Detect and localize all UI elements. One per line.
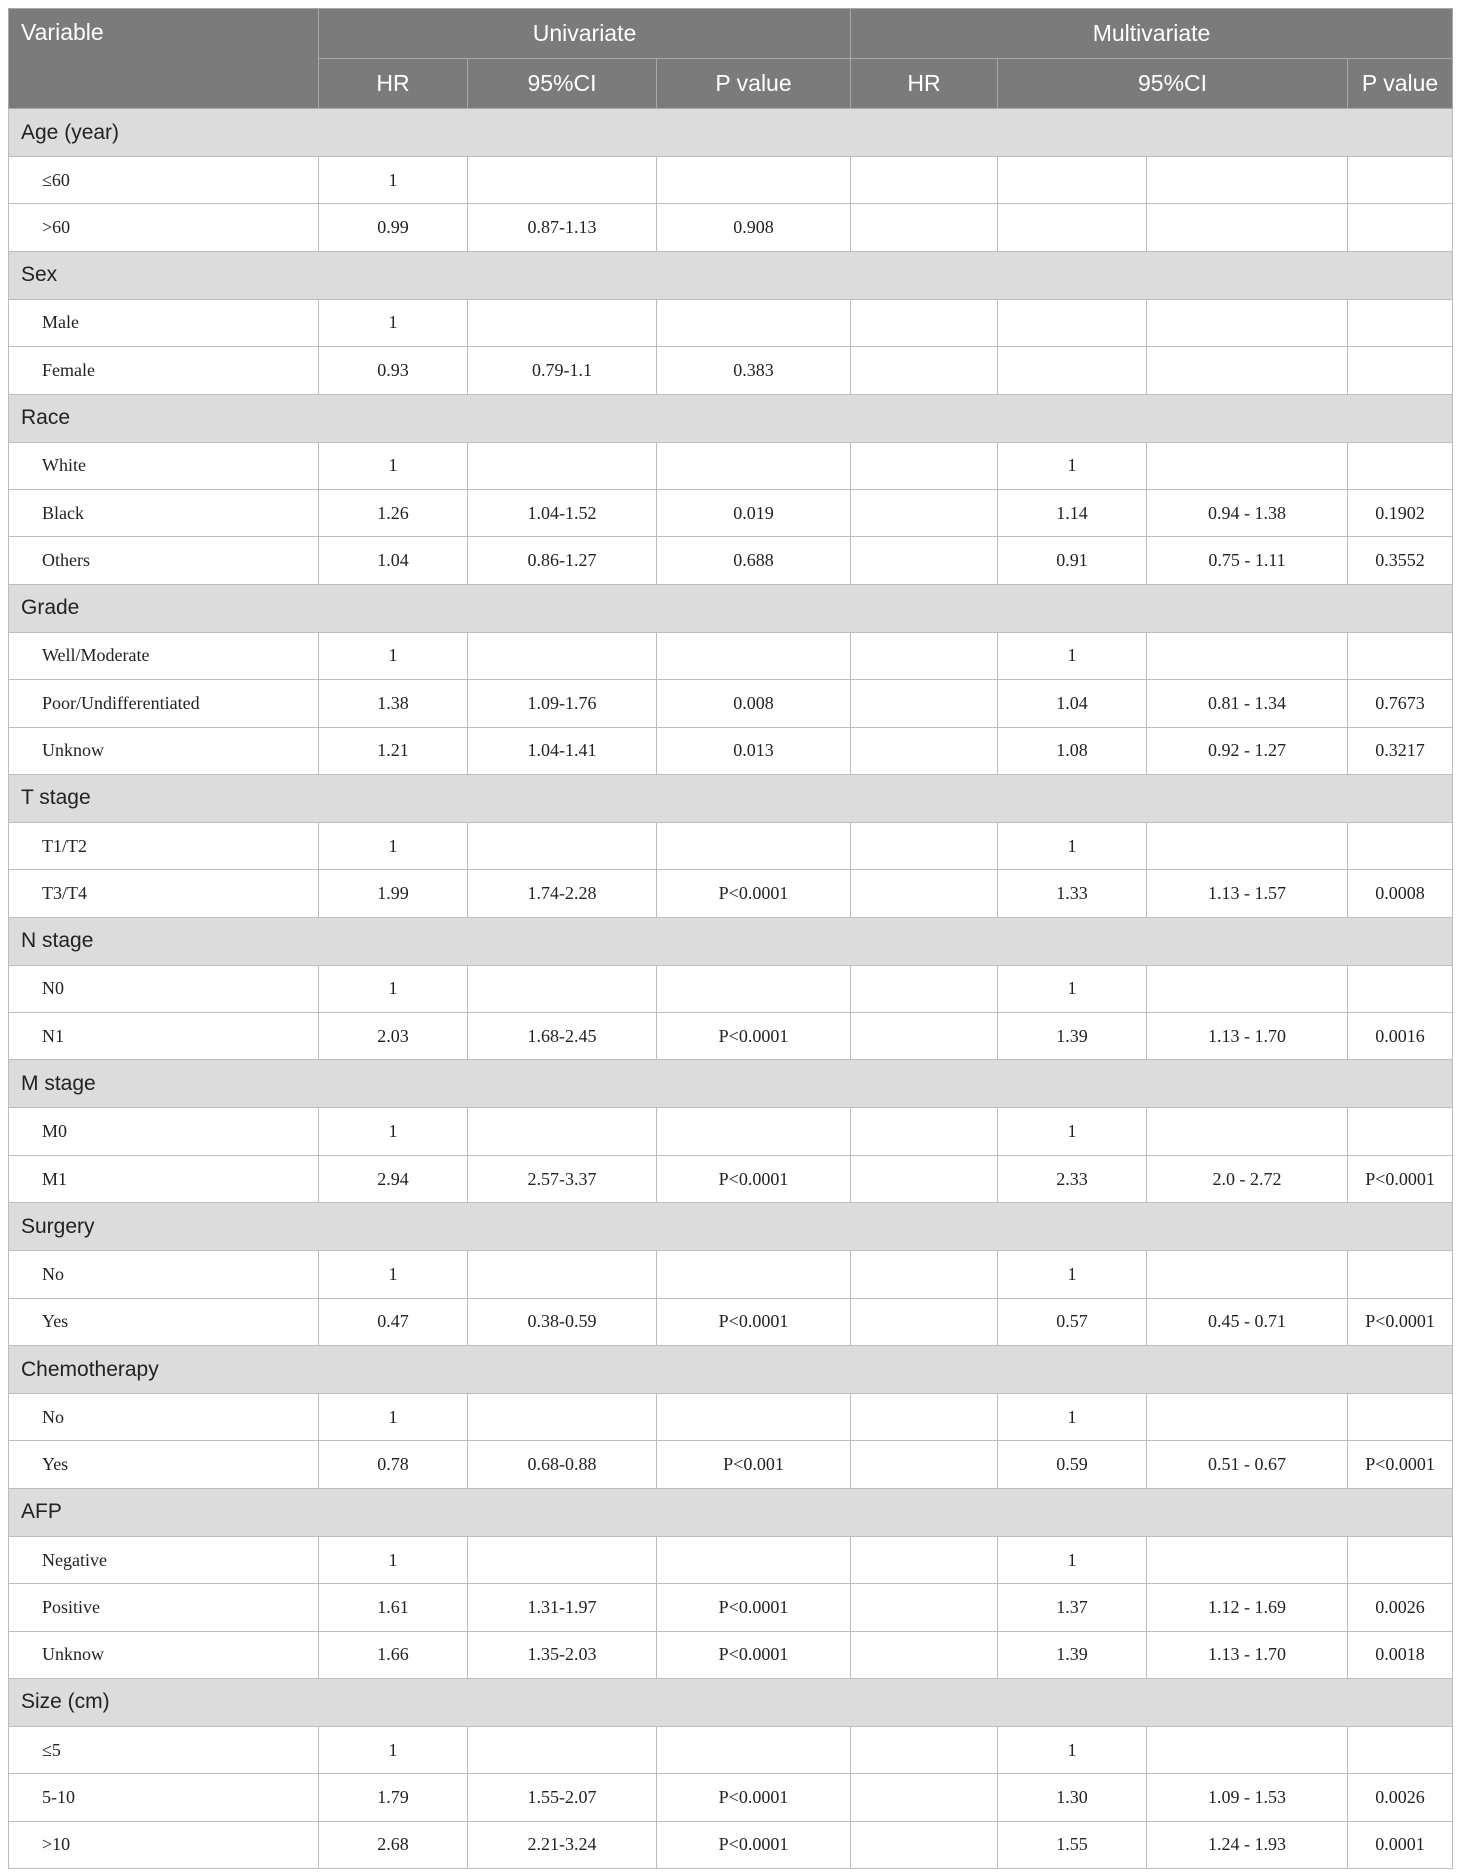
category-label: T stage	[9, 774, 1453, 822]
multi-p-cell	[1348, 1251, 1453, 1298]
category-row	[9, 1488, 1453, 1536]
multi-hr-cell: 1.37	[998, 1584, 1147, 1631]
multi-p-cell	[1348, 632, 1453, 679]
uni-p-cell	[657, 157, 851, 204]
multi-hr-cell	[998, 157, 1147, 204]
multi-hr-cell: 1.39	[998, 1013, 1147, 1060]
multi-hr-cell: 1	[998, 1536, 1147, 1583]
multi-p-cell	[1348, 965, 1453, 1012]
multi-p-cell: 0.0008	[1348, 870, 1453, 917]
empty-cell	[851, 822, 998, 869]
table-row	[9, 870, 1453, 917]
uni-hr-header: HR	[319, 59, 468, 109]
empty-cell	[851, 1251, 998, 1298]
multi-ci-cell	[1147, 204, 1348, 251]
multi-p-cell	[1348, 204, 1453, 251]
multi-p-cell	[1348, 822, 1453, 869]
category-row	[9, 1060, 1453, 1108]
multi-p-header: P value	[1348, 59, 1453, 109]
multi-ci-cell	[1147, 822, 1348, 869]
multi-ci-cell	[1147, 632, 1348, 679]
uni-hr-cell: 0.99	[319, 204, 468, 251]
multi-p-cell	[1348, 299, 1453, 346]
uni-p-cell: 0.383	[657, 347, 851, 394]
multi-p-cell	[1348, 1394, 1453, 1441]
multi-p-cell: 0.0016	[1348, 1013, 1453, 1060]
uni-p-cell	[657, 1251, 851, 1298]
multi-ci-cell: 0.75 - 1.11	[1147, 537, 1348, 584]
empty-cell	[851, 537, 998, 584]
cox-regression-table	[8, 8, 1453, 1869]
table-row	[9, 1108, 1453, 1155]
table-row	[9, 1298, 1453, 1345]
empty-cell	[851, 1774, 998, 1821]
uni-ci-cell: 0.68-0.88	[468, 1441, 657, 1488]
row-label: Others	[9, 537, 319, 584]
multi-ci-cell: 1.12 - 1.69	[1147, 1584, 1348, 1631]
empty-cell	[851, 1821, 998, 1868]
table-row	[9, 1394, 1453, 1441]
uni-ci-cell	[468, 1536, 657, 1583]
uni-hr-cell: 1.38	[319, 680, 468, 727]
empty-cell	[851, 1394, 998, 1441]
multi-ci-cell	[1147, 1726, 1348, 1773]
multi-hr-cell: 1	[998, 632, 1147, 679]
multi-ci-cell: 0.81 - 1.34	[1147, 680, 1348, 727]
uni-ci-cell	[468, 965, 657, 1012]
row-label: ≤5	[9, 1726, 319, 1773]
uni-hr-cell: 2.94	[319, 1155, 468, 1202]
row-label: Yes	[9, 1441, 319, 1488]
multi-p-cell: 0.1902	[1348, 489, 1453, 536]
category-label: M stage	[9, 1060, 1453, 1108]
multi-hr-cell: 1.08	[998, 727, 1147, 774]
uni-hr-cell: 1	[319, 822, 468, 869]
multi-hr-cell: 0.91	[998, 537, 1147, 584]
multi-p-cell	[1348, 157, 1453, 204]
row-label: N1	[9, 1013, 319, 1060]
multi-ci-cell: 1.09 - 1.53	[1147, 1774, 1348, 1821]
multi-p-cell: P<0.0001	[1348, 1441, 1453, 1488]
category-row	[9, 584, 1453, 632]
multi-ci-cell	[1147, 442, 1348, 489]
multi-p-cell: 0.0018	[1348, 1631, 1453, 1678]
multi-p-cell	[1348, 442, 1453, 489]
variable-header: Variable	[9, 9, 319, 109]
uni-ci-cell	[468, 632, 657, 679]
table-body	[9, 109, 1453, 1869]
row-label: >60	[9, 204, 319, 251]
category-row	[9, 109, 1453, 157]
empty-cell	[851, 870, 998, 917]
uni-ci-cell: 1.09-1.76	[468, 680, 657, 727]
multi-ci-cell	[1147, 1251, 1348, 1298]
uni-ci-cell	[468, 1394, 657, 1441]
multivariate-header: Multivariate	[851, 9, 1453, 59]
category-label: Size (cm)	[9, 1678, 1453, 1726]
uni-p-cell: P<0.001	[657, 1441, 851, 1488]
uni-hr-cell: 2.03	[319, 1013, 468, 1060]
multi-ci-cell: 1.24 - 1.93	[1147, 1821, 1348, 1868]
univariate-header: Univariate	[319, 9, 851, 59]
row-label: M1	[9, 1155, 319, 1202]
uni-ci-cell: 1.68-2.45	[468, 1013, 657, 1060]
uni-p-cell	[657, 1536, 851, 1583]
table-row	[9, 1821, 1453, 1868]
category-label: AFP	[9, 1488, 1453, 1536]
multi-hr-cell: 1	[998, 1394, 1147, 1441]
uni-ci-cell	[468, 157, 657, 204]
uni-p-cell: 0.019	[657, 489, 851, 536]
uni-p-cell: P<0.0001	[657, 1631, 851, 1678]
table-row	[9, 965, 1453, 1012]
empty-cell	[851, 727, 998, 774]
table-row	[9, 1441, 1453, 1488]
uni-p-cell	[657, 965, 851, 1012]
row-label: T3/T4	[9, 870, 319, 917]
empty-cell	[851, 680, 998, 727]
uni-p-cell	[657, 1108, 851, 1155]
table-row	[9, 204, 1453, 251]
uni-p-cell	[657, 442, 851, 489]
multi-ci-cell	[1147, 299, 1348, 346]
table-row	[9, 1774, 1453, 1821]
empty-cell	[851, 489, 998, 536]
uni-ci-cell	[468, 299, 657, 346]
uni-hr-cell: 1	[319, 299, 468, 346]
multi-ci-cell	[1147, 965, 1348, 1012]
multi-hr-cell	[998, 347, 1147, 394]
empty-cell	[851, 1013, 998, 1060]
uni-p-cell: 0.688	[657, 537, 851, 584]
category-label: Race	[9, 394, 1453, 442]
multi-ci-cell	[1147, 1108, 1348, 1155]
empty-cell	[851, 1155, 998, 1202]
category-row	[9, 251, 1453, 299]
uni-ci-cell: 0.79-1.1	[468, 347, 657, 394]
uni-hr-cell: 1	[319, 1394, 468, 1441]
uni-hr-cell: 1.79	[319, 1774, 468, 1821]
uni-hr-cell: 1	[319, 632, 468, 679]
empty-cell	[851, 1584, 998, 1631]
empty-cell	[851, 204, 998, 251]
row-label: Yes	[9, 1298, 319, 1345]
table-row	[9, 1251, 1453, 1298]
multi-p-cell	[1348, 1536, 1453, 1583]
row-label: Female	[9, 347, 319, 394]
uni-p-cell	[657, 1394, 851, 1441]
empty-cell	[851, 299, 998, 346]
table-row	[9, 537, 1453, 584]
row-label: N0	[9, 965, 319, 1012]
table-row	[9, 489, 1453, 536]
multi-p-cell: 0.3217	[1348, 727, 1453, 774]
table-row	[9, 1013, 1453, 1060]
table-row	[9, 299, 1453, 346]
multi-p-cell	[1348, 1726, 1453, 1773]
multi-hr-cell: 2.33	[998, 1155, 1147, 1202]
multi-hr-cell: 1	[998, 965, 1147, 1012]
row-label: Poor/Undifferentiated	[9, 680, 319, 727]
uni-hr-cell: 1	[319, 1536, 468, 1583]
empty-cell	[851, 1108, 998, 1155]
uni-ci-cell	[468, 822, 657, 869]
uni-ci-cell: 0.87-1.13	[468, 204, 657, 251]
uni-hr-cell: 1	[319, 965, 468, 1012]
table-header	[9, 9, 1453, 109]
multi-hr-cell: 1.39	[998, 1631, 1147, 1678]
uni-ci-cell	[468, 1108, 657, 1155]
uni-ci-cell: 1.04-1.41	[468, 727, 657, 774]
uni-p-cell	[657, 1726, 851, 1773]
table-row	[9, 1155, 1453, 1202]
empty-cell	[851, 965, 998, 1012]
multi-ci-cell: 0.45 - 0.71	[1147, 1298, 1348, 1345]
uni-hr-cell: 0.47	[319, 1298, 468, 1345]
multi-hr-cell: 1	[998, 822, 1147, 869]
row-label: 5-10	[9, 1774, 319, 1821]
uni-p-cell	[657, 632, 851, 679]
row-label: Male	[9, 299, 319, 346]
table-row	[9, 1726, 1453, 1773]
multi-ci-cell: 0.92 - 1.27	[1147, 727, 1348, 774]
row-label: Negative	[9, 1536, 319, 1583]
uni-p-cell	[657, 299, 851, 346]
uni-p-cell: 0.908	[657, 204, 851, 251]
multi-hr-cell: 0.57	[998, 1298, 1147, 1345]
multi-hr-cell: 1.33	[998, 870, 1147, 917]
uni-hr-cell: 1.61	[319, 1584, 468, 1631]
multi-p-cell: 0.0001	[1348, 1821, 1453, 1868]
category-label: Sex	[9, 251, 1453, 299]
multi-ci-cell	[1147, 1394, 1348, 1441]
multi-ci-header: 95%CI	[998, 59, 1348, 109]
category-row	[9, 1678, 1453, 1726]
multi-hr-cell	[998, 299, 1147, 346]
multi-ci-cell	[1147, 1536, 1348, 1583]
multi-p-cell: P<0.0001	[1348, 1155, 1453, 1202]
multi-p-cell: P<0.0001	[1348, 1298, 1453, 1345]
multi-ci-cell	[1147, 157, 1348, 204]
uni-hr-cell: 1.04	[319, 537, 468, 584]
uni-p-cell: 0.013	[657, 727, 851, 774]
results-table-container	[8, 8, 1452, 1869]
empty-cell	[851, 442, 998, 489]
multi-hr-cell: 1.14	[998, 489, 1147, 536]
uni-p-cell: P<0.0001	[657, 870, 851, 917]
row-label: Unknow	[9, 727, 319, 774]
table-row	[9, 1631, 1453, 1678]
category-row	[9, 917, 1453, 965]
uni-p-cell: P<0.0001	[657, 1774, 851, 1821]
uni-ci-cell: 2.57-3.37	[468, 1155, 657, 1202]
multi-hr-header: HR	[851, 59, 998, 109]
table-row	[9, 727, 1453, 774]
table-row	[9, 347, 1453, 394]
row-label: Positive	[9, 1584, 319, 1631]
multi-ci-cell: 1.13 - 1.70	[1147, 1631, 1348, 1678]
uni-hr-cell: 1	[319, 442, 468, 489]
row-label: Unknow	[9, 1631, 319, 1678]
uni-hr-cell: 1	[319, 1251, 468, 1298]
multi-ci-cell: 0.51 - 0.67	[1147, 1441, 1348, 1488]
multi-p-cell: 0.0026	[1348, 1584, 1453, 1631]
category-row	[9, 394, 1453, 442]
uni-hr-cell: 1.99	[319, 870, 468, 917]
uni-hr-cell: 2.68	[319, 1821, 468, 1868]
empty-cell	[851, 1298, 998, 1345]
uni-hr-cell: 0.78	[319, 1441, 468, 1488]
uni-p-cell: P<0.0001	[657, 1584, 851, 1631]
uni-hr-cell: 1	[319, 157, 468, 204]
uni-hr-cell: 1	[319, 1726, 468, 1773]
empty-cell	[851, 1726, 998, 1773]
row-label: No	[9, 1251, 319, 1298]
uni-p-cell: P<0.0001	[657, 1155, 851, 1202]
category-label: Chemotherapy	[9, 1346, 1453, 1394]
category-label: Grade	[9, 584, 1453, 632]
multi-hr-cell: 1.04	[998, 680, 1147, 727]
row-label: T1/T2	[9, 822, 319, 869]
multi-p-cell	[1348, 347, 1453, 394]
category-row	[9, 1203, 1453, 1251]
multi-hr-cell: 1	[998, 1726, 1147, 1773]
multi-hr-cell	[998, 204, 1147, 251]
uni-ci-cell	[468, 442, 657, 489]
uni-ci-cell: 2.21-3.24	[468, 1821, 657, 1868]
row-label: >10	[9, 1821, 319, 1868]
empty-cell	[851, 1631, 998, 1678]
empty-cell	[851, 1441, 998, 1488]
uni-ci-cell	[468, 1726, 657, 1773]
table-row	[9, 822, 1453, 869]
uni-p-header: P value	[657, 59, 851, 109]
multi-ci-cell: 1.13 - 1.70	[1147, 1013, 1348, 1060]
uni-p-cell: P<0.0001	[657, 1298, 851, 1345]
uni-hr-cell: 1	[319, 1108, 468, 1155]
uni-ci-cell: 1.31-1.97	[468, 1584, 657, 1631]
uni-ci-cell: 1.04-1.52	[468, 489, 657, 536]
uni-p-cell: P<0.0001	[657, 1013, 851, 1060]
uni-ci-cell: 0.86-1.27	[468, 537, 657, 584]
category-row	[9, 774, 1453, 822]
category-label: Surgery	[9, 1203, 1453, 1251]
table-row	[9, 1584, 1453, 1631]
table-row	[9, 680, 1453, 727]
table-row	[9, 1536, 1453, 1583]
uni-hr-cell: 0.93	[319, 347, 468, 394]
multi-ci-cell: 0.94 - 1.38	[1147, 489, 1348, 536]
multi-p-cell: 0.3552	[1348, 537, 1453, 584]
multi-p-cell: 0.7673	[1348, 680, 1453, 727]
empty-cell	[851, 1536, 998, 1583]
empty-cell	[851, 157, 998, 204]
category-label: N stage	[9, 917, 1453, 965]
multi-hr-cell: 1.55	[998, 1821, 1147, 1868]
uni-hr-cell: 1.66	[319, 1631, 468, 1678]
multi-hr-cell: 1	[998, 442, 1147, 489]
uni-hr-cell: 1.21	[319, 727, 468, 774]
multi-ci-cell: 1.13 - 1.57	[1147, 870, 1348, 917]
uni-p-cell	[657, 822, 851, 869]
table-row	[9, 157, 1453, 204]
uni-p-cell: P<0.0001	[657, 1821, 851, 1868]
table-row	[9, 632, 1453, 679]
category-label: Age (year)	[9, 109, 1453, 157]
row-label: Black	[9, 489, 319, 536]
multi-hr-cell: 1	[998, 1251, 1147, 1298]
uni-ci-cell: 1.55-2.07	[468, 1774, 657, 1821]
row-label: M0	[9, 1108, 319, 1155]
table-row	[9, 442, 1453, 489]
row-label: ≤60	[9, 157, 319, 204]
uni-ci-header: 95%CI	[468, 59, 657, 109]
multi-ci-cell: 2.0 - 2.72	[1147, 1155, 1348, 1202]
uni-ci-cell: 1.74-2.28	[468, 870, 657, 917]
empty-cell	[851, 632, 998, 679]
row-label: White	[9, 442, 319, 489]
uni-ci-cell: 0.38-0.59	[468, 1298, 657, 1345]
multi-p-cell	[1348, 1108, 1453, 1155]
multi-hr-cell: 1	[998, 1108, 1147, 1155]
row-label: No	[9, 1394, 319, 1441]
row-label: Well/Moderate	[9, 632, 319, 679]
multi-hr-cell: 0.59	[998, 1441, 1147, 1488]
empty-cell	[851, 347, 998, 394]
multi-ci-cell	[1147, 347, 1348, 394]
uni-hr-cell: 1.26	[319, 489, 468, 536]
uni-ci-cell	[468, 1251, 657, 1298]
uni-ci-cell: 1.35-2.03	[468, 1631, 657, 1678]
multi-hr-cell: 1.30	[998, 1774, 1147, 1821]
uni-p-cell: 0.008	[657, 680, 851, 727]
multi-p-cell: 0.0026	[1348, 1774, 1453, 1821]
category-row	[9, 1346, 1453, 1394]
